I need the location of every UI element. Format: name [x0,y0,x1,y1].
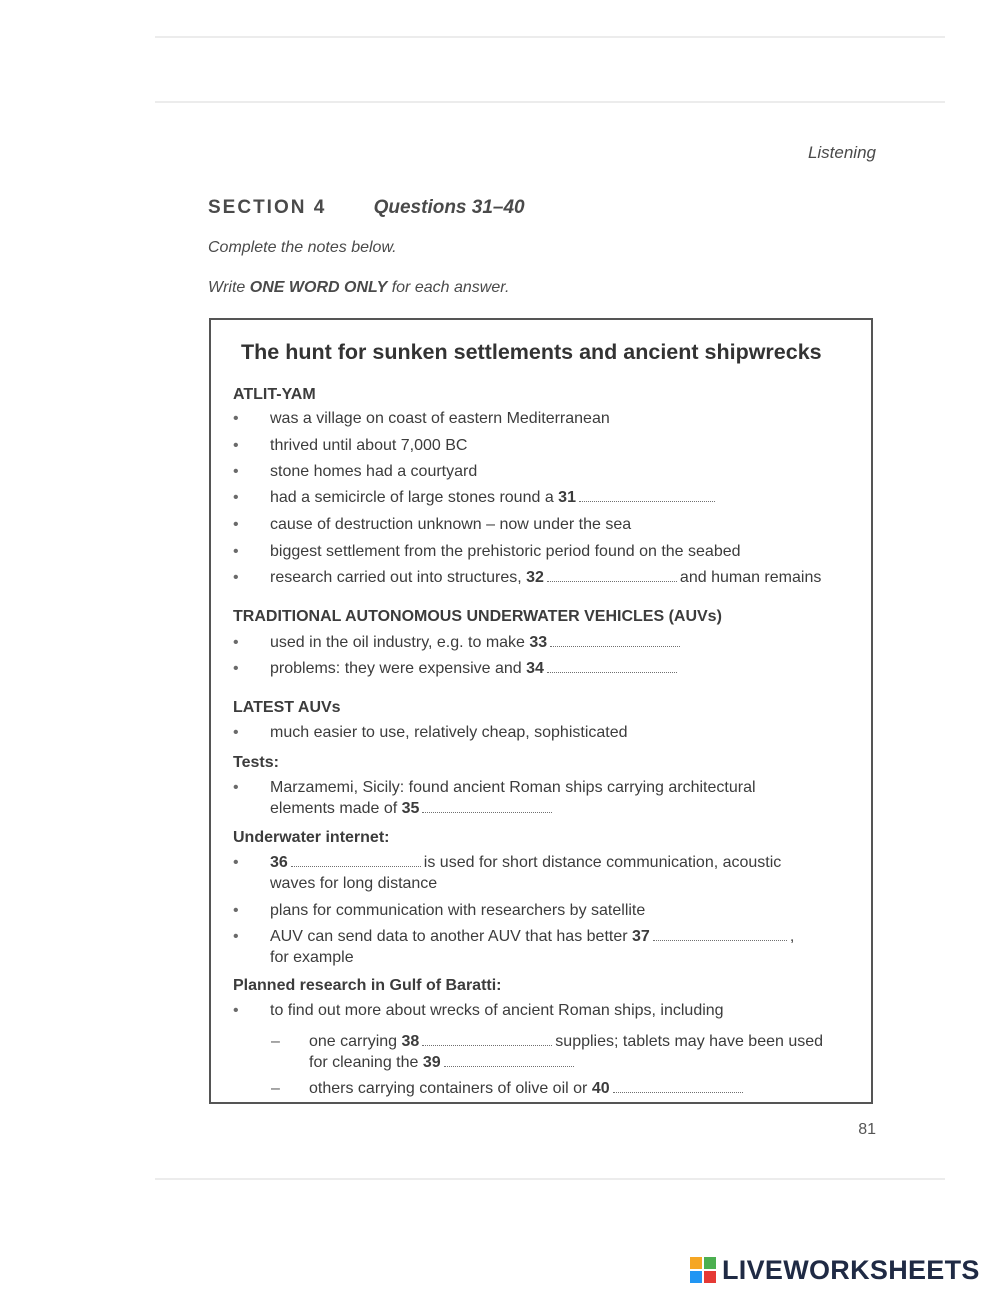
instruction-line-2 [208,279,509,297]
list-item [233,658,857,679]
scan-line-top [155,36,945,38]
answer-blank-40[interactable] [613,1079,743,1093]
question-number-33: 33 [529,634,548,651]
logo-mark-icon [690,1257,716,1283]
item-text: to find out more about wrecks of ancient Roman ships, including [270,1002,724,1019]
scan-line-upper [155,101,945,103]
list-item [233,461,857,482]
bullet-icon: • [233,928,239,945]
notes-box [209,318,873,1104]
bullet-icon: • [233,724,239,741]
item-text: Marzamemi, Sicily: found ancient Roman ships carrying architectural [270,779,756,796]
logo-square [690,1257,702,1269]
item-text: plans for communication with researchers by satellite [270,902,646,919]
question-number-39: 39 [422,1054,441,1071]
question-number-34: 34 [526,660,544,677]
list-item [233,1031,857,1073]
item-text: thrived until about 7,000 BC [270,437,468,454]
bullet-icon: • [233,779,239,796]
list-item [233,632,857,653]
list-item [233,722,857,743]
bullet-icon: • [233,1002,239,1019]
item-text: for cleaning the [309,1054,419,1071]
bullet-icon: • [233,516,239,533]
list-item [233,408,857,429]
instruction-emphasis: ONE WORD ONLY [249,279,388,296]
question-number-31: 31 [558,489,576,506]
item-text: is used for short distance communication, acoustic [423,854,782,871]
list-item [233,1078,857,1099]
list-item [233,926,857,968]
list-item [233,487,857,508]
logo-square [704,1271,716,1283]
item-text: one carrying [309,1033,398,1050]
bullet-icon: • [233,854,239,871]
item-text: others carrying containers of olive oil or [309,1080,588,1097]
item-text: had a semicircle of large stones round a [270,489,554,506]
bullet-icon: • [233,902,239,919]
bullet-icon: • [233,660,239,677]
bullet-icon: • [233,543,239,560]
section-questions: Questions 31–40 [373,197,525,218]
item-text: elements made of [270,800,398,817]
section-heading [208,197,525,219]
instruction-text: Write [208,279,250,296]
list-item [233,541,857,562]
logo-square [704,1257,716,1269]
item-text: used in the oil industry, e.g. to make [270,634,525,651]
notes-title: The hunt for sunken settlements and ancient shipwrecks [241,340,822,364]
item-text: and human remains [679,569,822,586]
item-text: AUV can send data to another AUV that has better [270,928,628,945]
list-item [233,900,857,921]
item-text: much easier to use, relatively cheap, sophisticated [270,724,628,741]
answer-blank-31[interactable] [579,488,715,502]
heading-traditional-auvs: TRADITIONAL AUTONOMOUS UNDERWATER VEHICLES (AUVs) [233,608,722,625]
section-label: SECTION 4 [208,197,327,218]
list-item [233,435,857,456]
bullet-icon: • [233,569,239,586]
answer-blank-39[interactable] [444,1053,574,1067]
dash-icon: – [271,1033,280,1050]
answer-blank-36[interactable] [291,853,421,867]
page-header-label: Listening [807,143,876,162]
instruction-text: for each answer. [387,279,510,296]
answer-blank-32[interactable] [547,568,677,582]
list-item [233,777,857,819]
dash-icon: – [271,1080,280,1097]
bullet-icon: • [233,463,239,480]
answer-blank-34[interactable] [547,659,677,673]
list-item [233,567,857,588]
question-number-32: 32 [526,569,544,586]
question-number-36: 36 [270,854,288,871]
bullet-icon: • [233,634,239,651]
heading-atlit-yam: ATLIT-YAM [233,386,316,403]
instruction-line-1: Complete the notes below. [208,239,397,256]
item-text: waves for long distance [270,875,438,892]
item-text: research carried out into structures, [270,569,522,586]
logo-square [690,1271,702,1283]
item-text: cause of destruction unknown – now under the sea [270,516,632,533]
item-text: stone homes had a courtyard [270,463,478,480]
bullet-icon: • [233,437,239,454]
answer-blank-33[interactable] [550,633,680,647]
item-text: for example [270,949,354,966]
question-number-35: 35 [401,800,420,817]
item-text: supplies; tablets may have been used [555,1033,824,1050]
item-text: , [789,928,795,945]
list-item [233,852,857,894]
bullet-icon: • [233,410,239,427]
question-number-37: 37 [632,928,650,945]
bullet-icon: • [233,489,239,506]
item-text: was a village on coast of eastern Mediterranean [270,410,610,427]
list-item [233,514,857,535]
scan-line-bottom [155,1178,945,1180]
heading-latest-auvs: LATEST AUVs [233,699,341,716]
answer-blank-37[interactable] [653,927,787,941]
item-text: biggest settlement from the prehistoric period found on the seabed [270,543,741,560]
liveworksheets-logo [690,1255,980,1285]
answer-blank-35[interactable] [422,799,552,813]
item-text: problems: they were expensive and [270,660,522,677]
heading-tests: Tests: [233,754,279,771]
answer-blank-38[interactable] [422,1032,552,1046]
heading-underwater-internet: Underwater internet: [233,829,390,846]
logo-text: LIVEWORKSHEETS [722,1254,980,1285]
heading-gulf-of-baratti: Planned research in Gulf of Baratti: [233,977,502,994]
page-number: 81 [858,1121,876,1138]
question-number-40: 40 [591,1080,610,1097]
list-item [233,1000,857,1021]
question-number-38: 38 [401,1033,420,1050]
